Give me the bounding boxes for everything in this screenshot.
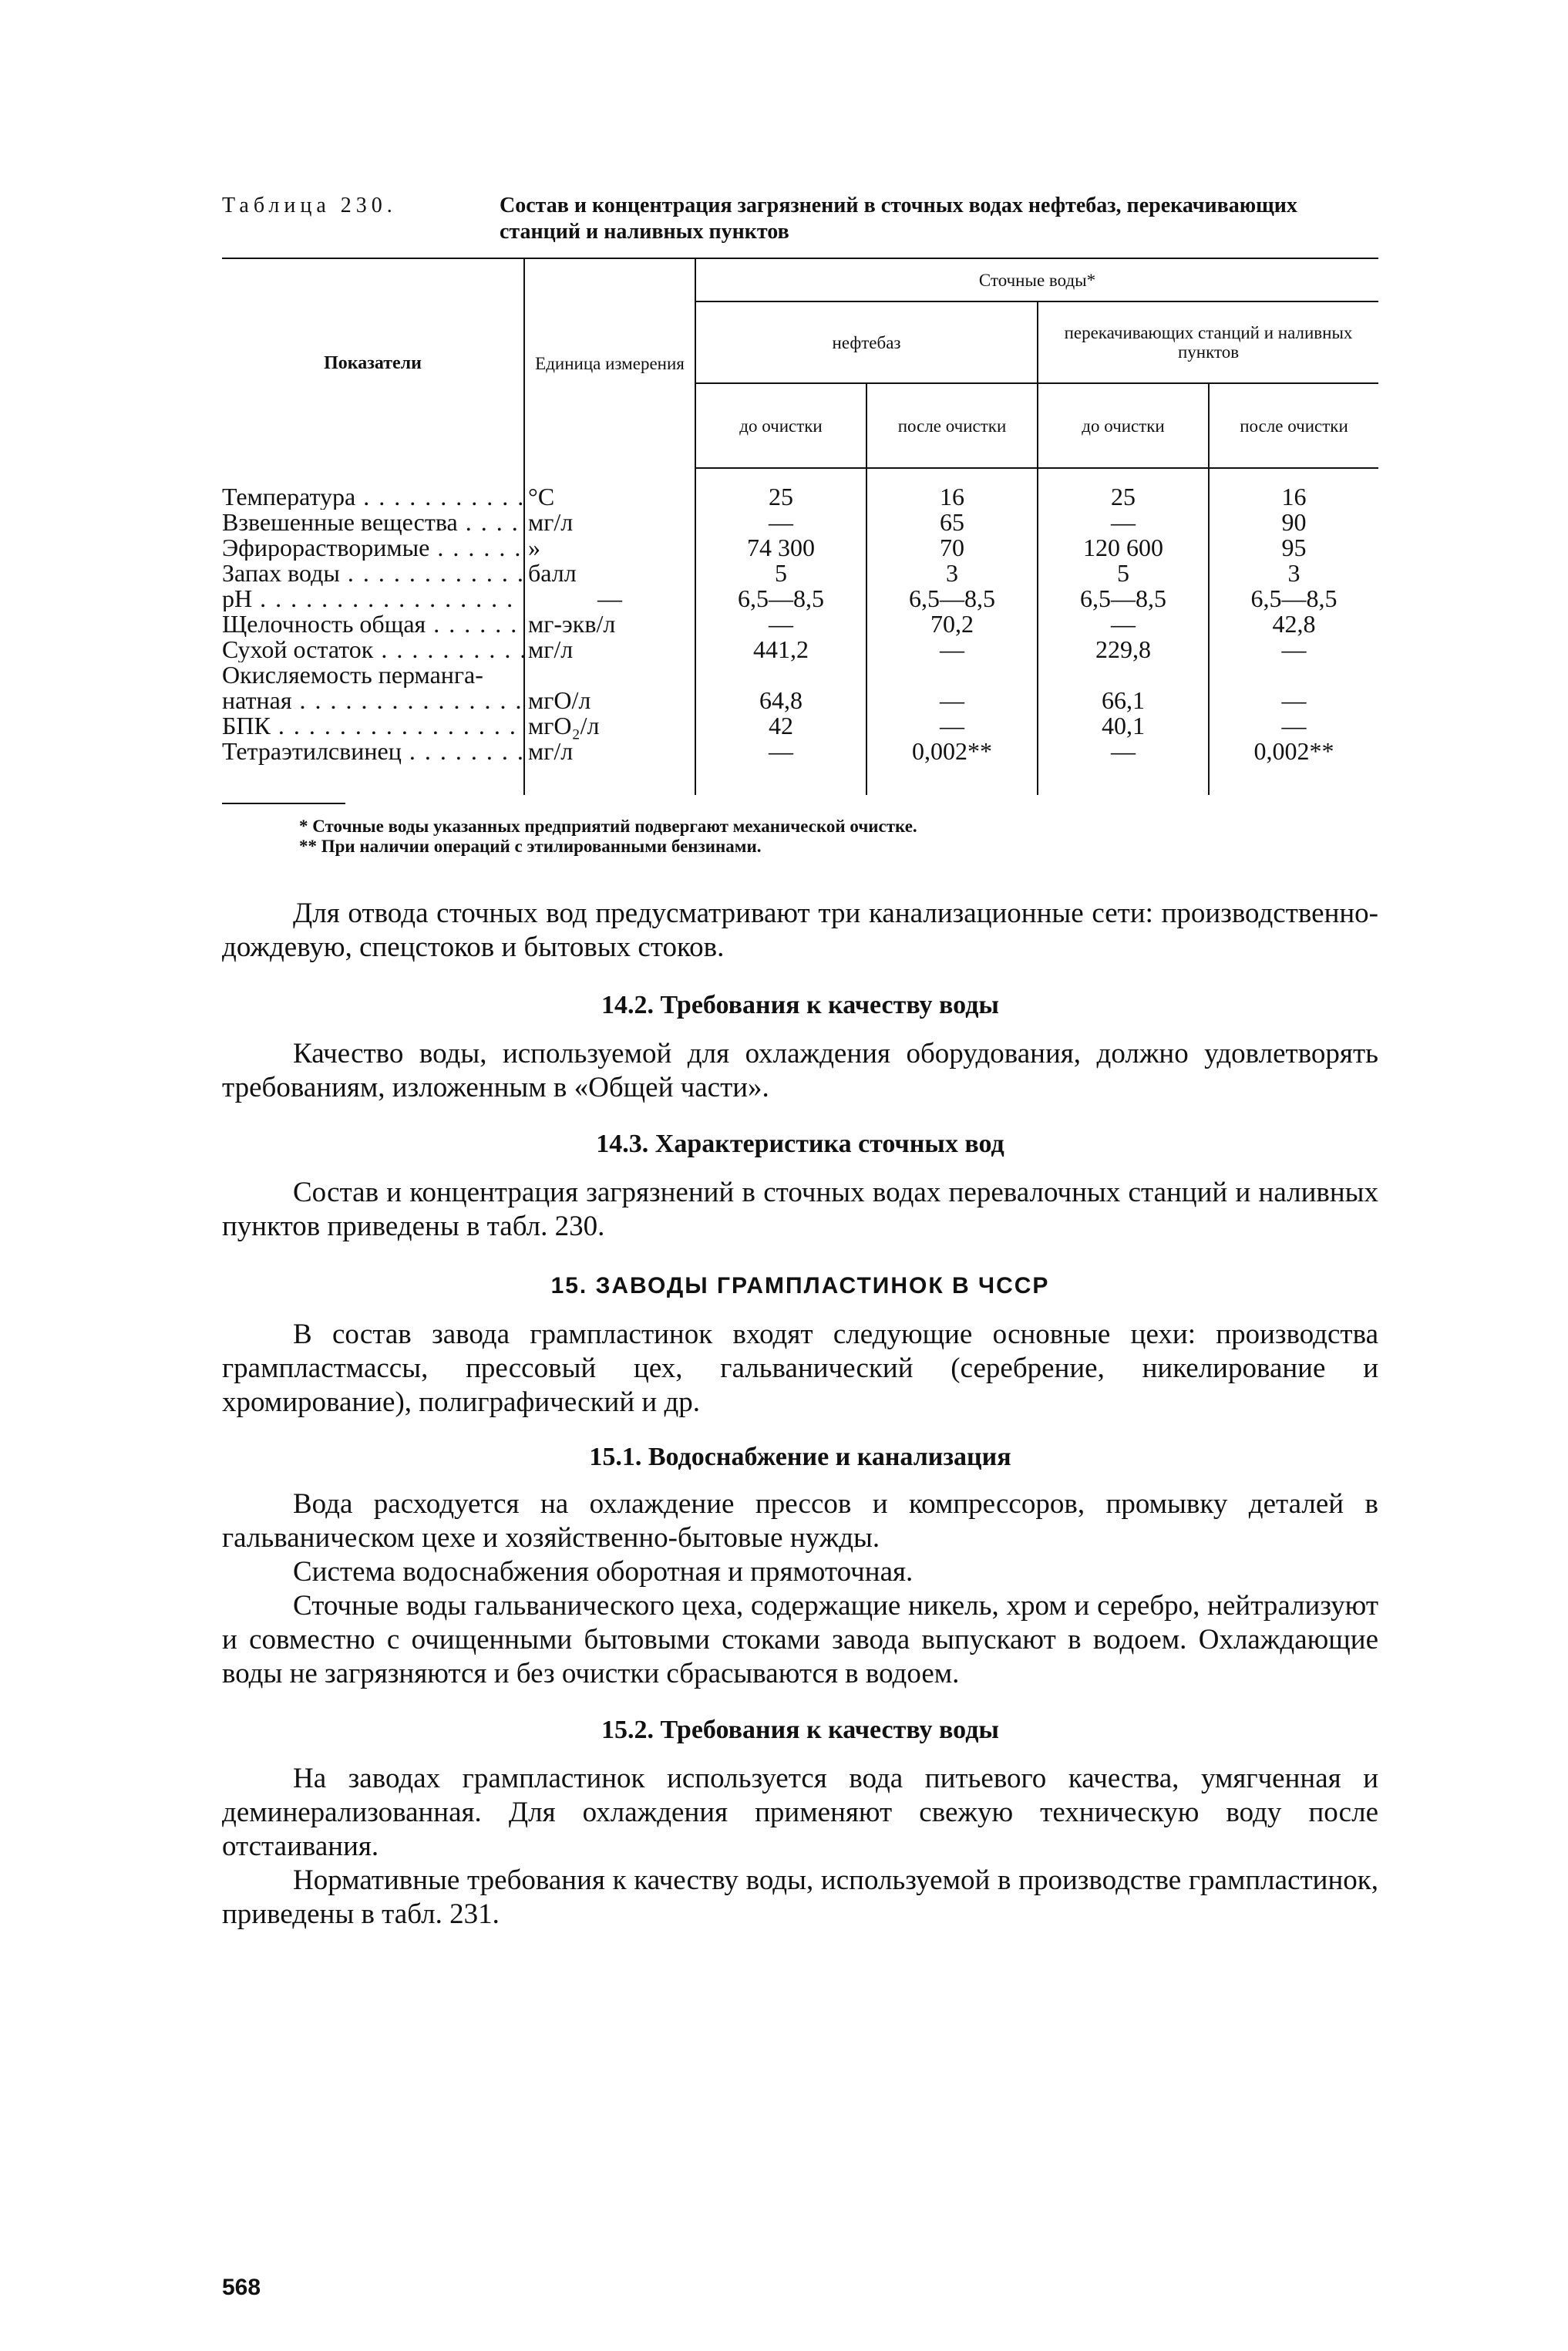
header-pumping-stations: перекачивающих станций и наливных пунктов bbox=[1038, 301, 1378, 383]
row-unit: балл bbox=[524, 561, 695, 586]
paragraph-pollution-ref: Состав и концентрация загрязнений в сточных водах перевалочных станций и наливных пунктов приведены в табл. 230. bbox=[222, 1177, 1378, 1242]
row-name: натная . . . bbox=[222, 688, 524, 713]
heading-15-1: 15.1. Водоснабжение и канализация bbox=[589, 1443, 1011, 1471]
row-unit: мгО/л bbox=[524, 688, 695, 713]
row-value: 74 300 bbox=[695, 535, 866, 561]
row-value: 16 bbox=[1209, 468, 1378, 510]
row-name: Окисляемость перманга- bbox=[222, 662, 483, 688]
row-unit: — bbox=[524, 586, 695, 611]
paragraph-water-quality: На заводах грампластинок используется вода питьевого качества, умягченная и деминерализованная. Для охлаждения применяют свежую техническую воду после отстаивания. bbox=[222, 1763, 1378, 1862]
row-value: 3 bbox=[866, 561, 1038, 586]
header-oil-before: до очистки bbox=[695, 383, 866, 468]
row-unit: °С bbox=[524, 468, 695, 510]
row-value: 70,2 bbox=[866, 611, 1038, 637]
row-value: 25 bbox=[1038, 468, 1209, 510]
table-row bbox=[222, 586, 1378, 611]
row-value: — bbox=[695, 611, 866, 637]
heading-chapter-15: 15. ЗАВОДЫ ГРАМПЛАСТИНОК В ЧССР bbox=[550, 1273, 1050, 1298]
row-value: 5 bbox=[1038, 561, 1209, 586]
row-value: — bbox=[1209, 688, 1378, 713]
table-row bbox=[222, 510, 1378, 535]
row-value: — bbox=[1209, 637, 1378, 662]
row-value: — bbox=[1038, 739, 1209, 795]
row-value: 90 bbox=[1209, 510, 1378, 535]
header-indicators: Показатели bbox=[222, 258, 524, 468]
footnote-2: ** При наличии операций с этилированными бензинами. bbox=[299, 837, 762, 856]
table-caption-number: 230. bbox=[340, 194, 397, 217]
row-unit: мг/л bbox=[524, 637, 695, 662]
row-value bbox=[1209, 662, 1378, 688]
header-unit: Единица измерения bbox=[524, 258, 695, 468]
row-name: Запах воды . . . bbox=[222, 561, 524, 586]
row-value: 6,5—8,5 bbox=[866, 586, 1038, 611]
row-unit: мг/л bbox=[524, 739, 695, 795]
header-station-before: до очистки bbox=[1038, 383, 1209, 468]
row-value: 5 bbox=[695, 561, 866, 586]
heading-14-3: 14.3. Характеристика сточных вод bbox=[596, 1130, 1004, 1158]
table-row bbox=[222, 739, 1378, 795]
paragraph-plant-shops: В состав завода грампластинок входят следующие основные цехи: производства грампластмассы, прессовый цех, гальванический (серебрение, никелирование и хромирование), полиграфический и др. bbox=[222, 1319, 1378, 1418]
row-value bbox=[1038, 662, 1209, 688]
row-value: — bbox=[695, 510, 866, 535]
row-name: Тетраэтилсвинец . . . bbox=[222, 739, 524, 765]
row-value: 42,8 bbox=[1209, 611, 1378, 637]
row-value: — bbox=[695, 739, 866, 795]
heading-14-2: 14.2. Требования к качеству воды bbox=[601, 991, 999, 1019]
row-value: — bbox=[1209, 713, 1378, 739]
row-unit: мг/л bbox=[524, 510, 695, 535]
row-value: 6,5—8,5 bbox=[695, 586, 866, 611]
table-row bbox=[222, 611, 1378, 637]
row-value: 70 bbox=[866, 535, 1038, 561]
page-content bbox=[222, 193, 1378, 1932]
table-footnotes bbox=[222, 817, 1378, 857]
table-row bbox=[222, 713, 1378, 739]
table-row bbox=[222, 535, 1378, 561]
row-name: Сухой остаток . . . bbox=[222, 637, 524, 662]
paragraph-water-use: Вода расходуется на охлаждение прессов и компрессоров, промывку деталей в гальваническом цехе и хозяйственно-бытовые нужды. bbox=[222, 1488, 1378, 1554]
row-value: — bbox=[866, 713, 1038, 739]
table-row bbox=[222, 662, 1378, 688]
header-oil-depots: нефтебаз bbox=[695, 301, 1038, 383]
row-name: pH . . . bbox=[222, 586, 524, 611]
row-name: Температура . . . bbox=[222, 483, 524, 510]
footnote-divider bbox=[222, 803, 345, 804]
header-oil-after: после очистки bbox=[866, 383, 1038, 468]
row-value bbox=[866, 662, 1038, 688]
row-value: — bbox=[1038, 510, 1209, 535]
header-wastewater: Сточные воды* bbox=[695, 258, 1378, 301]
row-value: 229,8 bbox=[1038, 637, 1209, 662]
table-row bbox=[222, 561, 1378, 586]
paragraph-galvanic-waste: Сточные воды гальванического цеха, содержащие никель, хром и серебро, нейтрализуют и совместно с очищенными бытовыми стоками завода выпускают в водоем. Охлаждающие воды не загрязняются и без очистки сбрасываются в водоем. bbox=[222, 1590, 1378, 1689]
table-row bbox=[222, 468, 1378, 510]
row-value bbox=[695, 662, 866, 688]
row-name: Щелочность общая . . . bbox=[222, 611, 524, 637]
table-row bbox=[222, 637, 1378, 662]
row-name: Эфирорастворимые . . . bbox=[222, 535, 524, 561]
row-value: 16 bbox=[866, 468, 1038, 510]
table-row bbox=[222, 688, 1378, 713]
heading-15-2: 15.2. Требования к качеству воды bbox=[601, 1716, 999, 1744]
header-station-after: после очистки bbox=[1209, 383, 1378, 468]
table-caption-label: Таблица bbox=[222, 194, 331, 217]
row-value: 40,1 bbox=[1038, 713, 1209, 739]
page-number: 568 bbox=[222, 2275, 261, 2300]
row-value: 120 600 bbox=[1038, 535, 1209, 561]
paragraph-normative-ref: Нормативные требования к качеству воды, используемой в производстве грампластинок, приведены в табл. 231. bbox=[222, 1864, 1378, 1930]
row-value: — bbox=[1038, 611, 1209, 637]
row-value: — bbox=[866, 637, 1038, 662]
row-unit: мг-экв/л bbox=[524, 611, 695, 637]
row-name: БПК . . . bbox=[222, 713, 524, 739]
row-unit: » bbox=[524, 535, 695, 561]
table-caption-title: Состав и концентрация загрязнений в сточных водах нефтебаз, перекачивающих станций и наливных пунктов bbox=[500, 194, 1297, 244]
row-value: 6,5—8,5 bbox=[1038, 586, 1209, 611]
table-caption bbox=[222, 193, 1378, 245]
paragraph-supply-system: Система водоснабжения оборотная и прямоточная. bbox=[293, 1556, 914, 1588]
row-value: 441,2 bbox=[695, 637, 866, 662]
row-unit: мгО₂/л bbox=[524, 713, 695, 739]
row-value: 66,1 bbox=[1038, 688, 1209, 713]
row-value: 42 bbox=[695, 713, 866, 739]
paragraph-cooling-water: Качество воды, используемой для охлаждения оборудования, должно удовлетворять требованиям, изложенным в «Общей части». bbox=[222, 1038, 1378, 1103]
row-value: 6,5—8,5 bbox=[1209, 586, 1378, 611]
row-value: 0,002** bbox=[1209, 739, 1378, 795]
pollutant-table bbox=[222, 258, 1378, 795]
row-value: — bbox=[866, 688, 1038, 713]
row-name: Взвешенные вещества . . . bbox=[222, 510, 524, 535]
row-value: 64,8 bbox=[695, 688, 866, 713]
row-value: 95 bbox=[1209, 535, 1378, 561]
row-unit bbox=[524, 662, 695, 688]
row-value: 65 bbox=[866, 510, 1038, 535]
paragraph-sewer-networks: Для отвода сточных вод предусматривают три канализационные сети: производственно-дождевую, спецстоков и бытовых стоков. bbox=[222, 898, 1378, 963]
row-value: 25 bbox=[695, 468, 866, 510]
row-value: 0,002** bbox=[866, 739, 1038, 795]
row-value: 3 bbox=[1209, 561, 1378, 586]
footnote-1: * Сточные воды указанных предприятий подвергают механической очистке. bbox=[299, 817, 917, 836]
